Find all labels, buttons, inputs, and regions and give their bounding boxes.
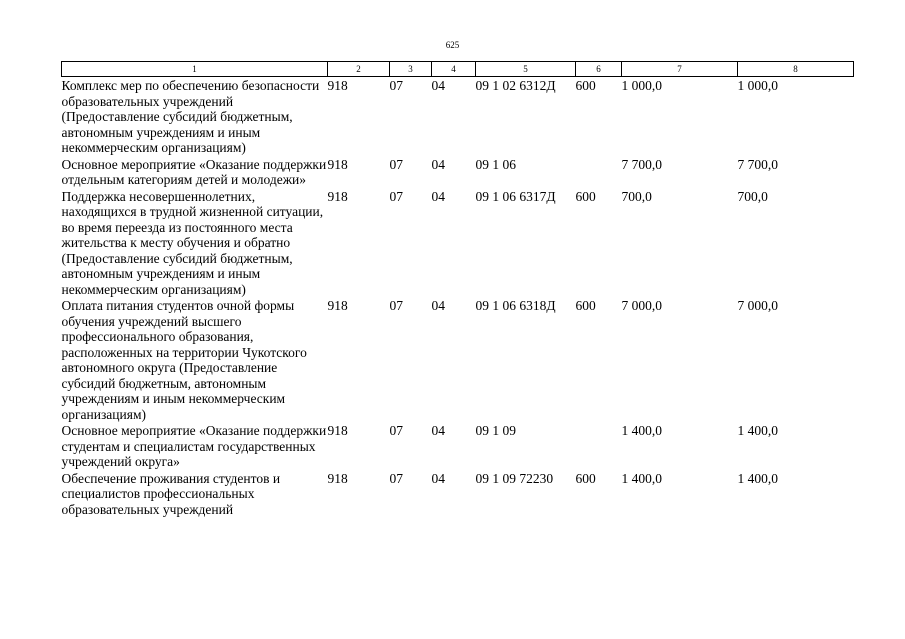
row-amount-1: 1 400,0 [621, 470, 662, 486]
row-amount-1: 700,0 [621, 188, 652, 204]
row-ministry-code: 918 [327, 423, 348, 438]
row-expense-type: 600 [575, 78, 596, 93]
row-ministry-code: 918 [327, 78, 348, 93]
row-expense-type: 600 [575, 298, 596, 313]
table-row [62, 297, 854, 422]
row-amount-2: 7 000,0 [737, 298, 778, 313]
row-amount-1: 7 000,0 [621, 298, 662, 313]
row-section-code: 07 [389, 470, 403, 486]
row-subsection-code: 04 [431, 423, 445, 438]
row-subsection-code: 04 [431, 298, 445, 313]
row-section-code: 07 [389, 156, 403, 172]
row-section-code: 07 [389, 188, 403, 204]
row-target-article: 09 1 09 72230 [475, 470, 554, 486]
row-ministry-code: 918 [327, 156, 348, 172]
column-header-1: 1 [62, 62, 328, 77]
row-ministry-code: 918 [327, 470, 348, 486]
row-section-code: 07 [389, 298, 403, 313]
row-description: Поддержка несовершеннолетних, находящихся в трудной жизненной ситуации, во время переезда из постоянного места жительства к месту обучения и обратно (Предоставление субсидий бюджетным, автономным учреждениям и иным некоммерческим организациям) [61, 188, 324, 297]
row-ministry-code: 918 [327, 298, 348, 313]
table-row [62, 422, 854, 470]
row-section-code: 07 [389, 423, 403, 438]
column-header-5: 5 [476, 62, 576, 77]
row-section-code: 07 [389, 78, 403, 93]
row-description: Основное мероприятие «Оказание поддержки студентам и специалистам государственных учреждений округа» [61, 423, 327, 469]
row-target-article: 09 1 02 6312Д [475, 78, 556, 93]
budget-table [61, 61, 854, 517]
row-amount-2: 1 400,0 [737, 470, 778, 486]
row-description: Основное мероприятие «Оказание поддержки отдельным категориям детей и молодежи» [61, 156, 327, 187]
row-target-article: 09 1 06 [475, 156, 516, 172]
row-subsection-code: 04 [431, 78, 445, 93]
row-subsection-code: 04 [431, 188, 445, 204]
column-header-3: 3 [390, 62, 432, 77]
row-amount-2: 7 700,0 [737, 156, 778, 172]
row-ministry-code: 918 [327, 188, 348, 204]
row-amount-1: 1 000,0 [621, 78, 662, 93]
row-expense-type: 600 [575, 188, 596, 204]
table-row [62, 188, 854, 298]
row-amount-1: 1 400,0 [621, 423, 662, 438]
row-expense-type: 600 [575, 470, 596, 486]
row-target-article: 09 1 06 6317Д [475, 188, 556, 204]
column-header-2: 2 [328, 62, 390, 77]
row-target-article: 09 1 06 6318Д [475, 298, 556, 313]
row-subsection-code: 04 [431, 156, 445, 172]
column-header-4: 4 [432, 62, 476, 77]
row-expense-type [576, 156, 622, 188]
table-row [62, 156, 854, 188]
column-number-header-row [62, 62, 854, 77]
column-header-7: 7 [622, 62, 738, 77]
page-number: 625 [445, 40, 460, 50]
row-description: Обеспечение проживания студентов и специалистов профессиональных образовательных учреждений [61, 470, 281, 517]
table-row [62, 77, 854, 156]
row-target-article: 09 1 09 [475, 423, 516, 438]
column-header-8: 8 [738, 62, 854, 77]
row-subsection-code: 04 [431, 470, 445, 486]
row-amount-1: 7 700,0 [621, 156, 662, 172]
row-amount-2: 1 400,0 [737, 423, 778, 438]
table-row [62, 470, 854, 518]
row-description: Комплекс мер по обеспечению безопасности образовательных учреждений (Предоставление субсидий бюджетным, автономным учреждениям и иным некоммерческим организациям) [61, 78, 320, 155]
row-amount-2: 1 000,0 [737, 78, 778, 93]
row-expense-type [576, 422, 622, 470]
row-amount-2: 700,0 [737, 188, 768, 204]
row-description: Оплата питания студентов очной формы обучения учреждений высшего профессионального образования, расположенных на территории Чукотского автономного округа (Предоставление субсидий бюджетным, автономным учреждениям и иным некоммерческим организациям) [61, 298, 307, 422]
column-header-6: 6 [576, 62, 622, 77]
